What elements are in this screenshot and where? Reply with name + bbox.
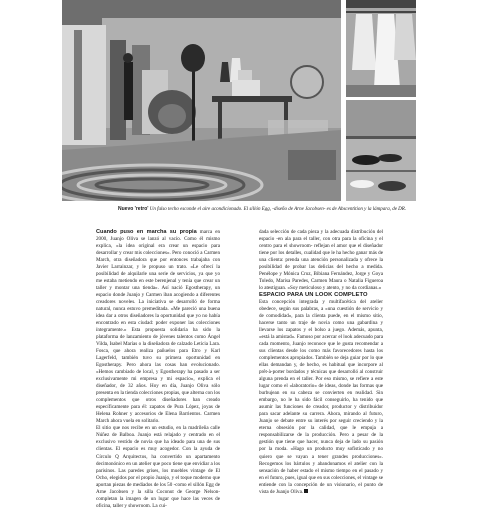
shoes-photo-image (346, 100, 416, 201)
caption-text: Un falso techo esconde el aire acondicionado. El sillón Egg, -diseño de Arne Jacobsen- es de Abscentition y la lámpara, de DR. (149, 207, 407, 212)
body-column-left (96, 229, 220, 510)
garments-photo (346, 0, 416, 97)
shoes-photo (346, 100, 416, 201)
body-paragraph: dada selección de cada pieza y la adecuada distribución del espacio -en ala para el taller, con otra para la oficina y el centro para el showroom- reflejan el amor que el diseñador tiene por los detalles, cualidad que le ha hecho ganar más de una clienta: prenda una atención personalizada y ofrece la posibilidad de probar las delicias del hecho a medida. Penélope y Mónica Cruz, Bibiana Fernández, Jorge y Goya Toledo, Marisa Paredes, Carmen Maura o Natalia Figueroa lo atestiguan. «Soy meticuloso y atento, y no da cordianas.» (259, 229, 383, 292)
body-column-right (259, 229, 383, 496)
body-paragraph (96, 229, 220, 425)
caption-lead: Nuevo 'retro' (118, 206, 149, 212)
body-paragraph-text: marca en 2000, Juanjo Oliva se lanzó al vacío. Como él mismo explica, «la idea original era crear un espacio para desarrollar y crear mis colecciones». Pero conoció a Carmen March, otra diseñadora que por entonces trabajaba con Javier Larrainzar, y le propuso un trato. «Le ofrecí la posibilidad de alquilarle una serie de servicios, ya que yo me estaba metiendo en este berenjenal y tenía que crear un taller y montar una tienda». Así nació Egostherapy, un espacio donde Juanjo y Carmen iban acogiendo a diferentes creadores noveles. La iniciativa se desarrolló de forma natural, nunca estuvo premeditada. «Me pareció una buena idea dar a otros diseñadores la oportunidad que yo no había encontrado en esta ciudad: poder exponer las colecciones íntegramente.» Esta propuesta solidaria ha sido la plataforma de lanzamiento de jóvenes talentos como Ángel Vilda, Isabel Marías o la diseñadora de calzado Leticia Lara. Fosca, que ahora realiza pañuelos para Etro y Karl Lagerfeld, también tuvo su primera oportunidad en Egostherapy. Pero ahora las cosas han evolucionado. «Hemos cambiado de local, y Egostherapy ha pasado a ser exclusivamente mi empresa y mi espacio», explica el diseñador, de 32 años. Hoy en día, Juanjo Oliva sólo presenta en la tienda colecciones propias, que alterna con los complementos que otros diseñadores han creado específicamente para él: zapatos de Pura López, joyas de Helena Rohner y accesorios de Elena Barrientos. Carmen March ahora vuela en solitario. (96, 229, 220, 425)
interior-photo-image (62, 0, 341, 201)
garments-photo-image (346, 0, 416, 97)
photo-caption (118, 206, 418, 213)
body-paragraph-text: Esta concepción integrada y multifacética del atelier obedece, según sus palabras, a «una cuestión de servicio y de comodidad», para la clienta puede, en el mismo sitio, hacerse tanto un traje de novia como una gabardina y llevarse los zapatos y el bolso a juego. Además, apunta, «está la amistad». Famoso por acercar el look adecuado para cada momento, Juanjo reconoce que le gusta recomendar a sus clientas desde los como más favorecedores hasta los complementos apropiados. También se deja guiar por lo que ellas demandan y, de hecho, es habitual que incorpore al prêt-à-porter bordados y técnicas que desarrolló al construir alguna prenda en el taller. Por eso mismo, se refiere a este lugar como el «laboratorio» de ideas, donde las formas que burbujean en su cabeza se convierten en realidad. Sin embargo, no le ha sido fácil conseguirlo, ha tenido que asumir las funciones de creador, productor y distribuidor para sacar adelante su carrera. Ahora, mirando al futuro, Juanjo se debate entre su interés por seguir creciendo y la eterna obsesión por la calidad, que le empuja a responsabilizarse de la producción. Pero a pesar de la gestión que tiene que hacer, nunca deja de lado su pasión por la moda. «Hago un producto muy sofisticado y no quiero que se vayan a tener grandes producciones». Recogemos los bártulos y abandonamos el atelier con la sensación de haber estado el mismo tiempo en el pasado y en el futuro, pues, igual que en sus colecciones, el vintage se entiende con la concepción de un visionario, el punto de vista de Juanjo Oliva. (259, 299, 383, 495)
lead-in: Cuando puso en marcha su propia (96, 229, 197, 235)
body-paragraph (259, 299, 383, 495)
body-paragraph: El sitio que nos recibe en un estudio, en la madrileña calle Núñez de Balboa. Juanjo está relajado y centrado en el exclusivo vestido de novia que ha ideado para una de sus clientas. El espacio es muy acogedor. Con la ayuda de Círculo Q Arquitectos, ha convertido un apartamento decimonónico en un atelier que poco tiene que envidiar a los parisinos. Las paredes grises, los muebles vintage de El Ocho, elegidos por el propio Juanjo, y el toque moderno que aportan piezas de mediados de los 50 -como el sillón Egg de Arne Jacobsen y la silla Coconut de George Nelson- completan la imagen de un lugar que hace las veces de oficina, taller y showroom. La cui- (96, 425, 220, 509)
section-subhead: ESPACIO PARA UN LOOK COMPLETO (259, 292, 368, 299)
interior-photo (62, 0, 341, 201)
end-mark-icon (304, 489, 308, 493)
